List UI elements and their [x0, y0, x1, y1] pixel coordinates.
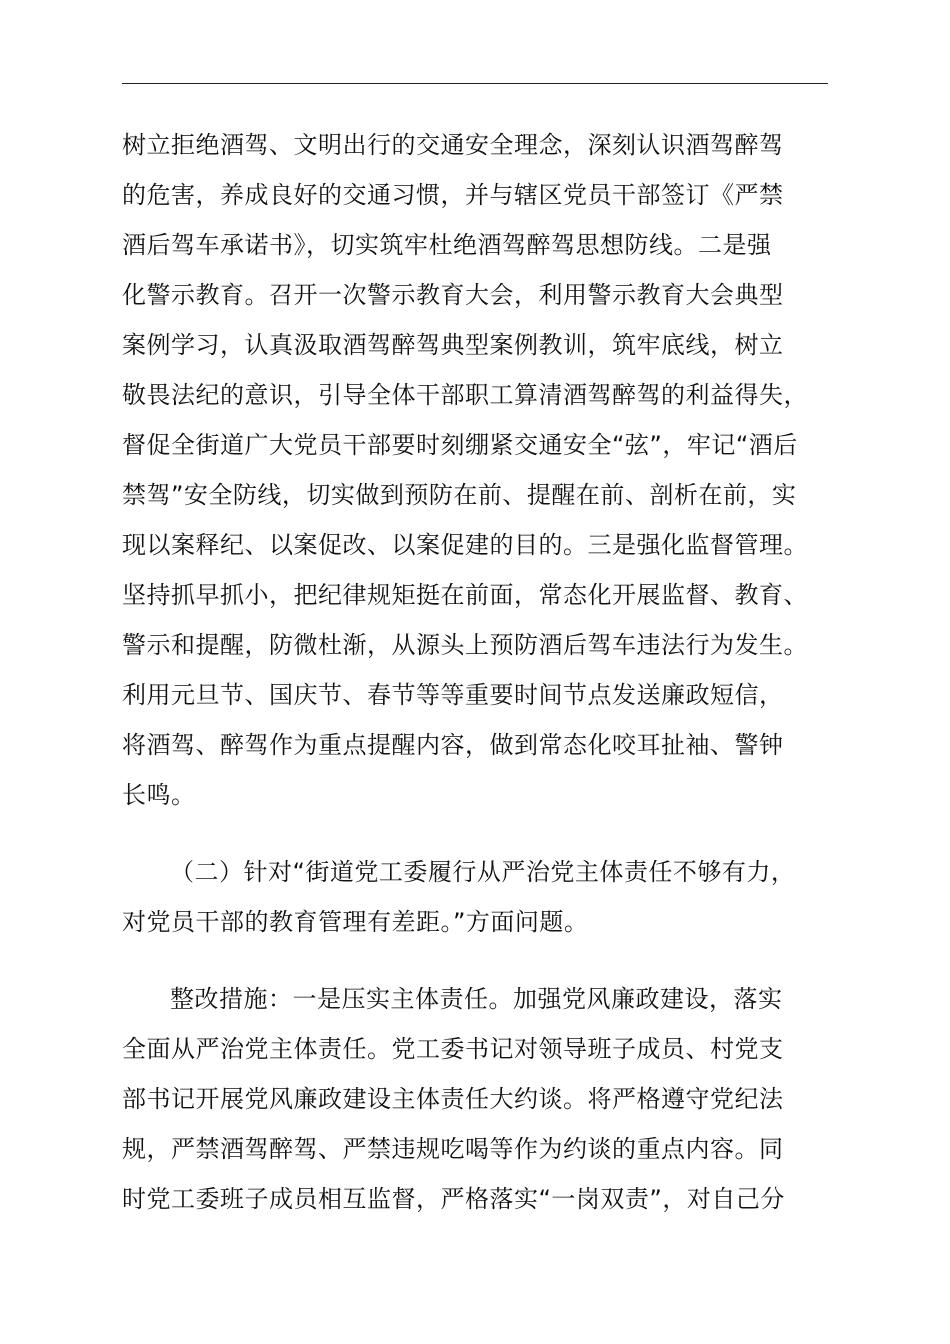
body-line: 规，严禁酒驾醉驾、严禁违规吃喝等作为约谈的重点内容。同: [122, 1135, 784, 1163]
body-line: 禁驾”安全防线，切实做到预防在前、提醒在前、剖析在前，实: [122, 481, 797, 509]
body-line: 案例学习，认真汲取酒驾醉驾典型案例教训，筑牢底线，树立: [122, 331, 784, 359]
body-line: 敬畏法纪的意识，引导全体干部职工算清酒驾醉驾的利益得失，: [122, 381, 808, 409]
body-line: 部书记开展党风廉政建设主体责任大约谈。将严格遵守党纪法: [122, 1085, 784, 1113]
section-heading-line: （二）针对“街道党工委履行从严治党主体责任不够有力，: [170, 858, 796, 886]
body-line: 现以案释纪、以案促改、以案促建的目的。三是强化监督管理。: [122, 531, 808, 559]
body-line: 时党工委班子成员相互监督，严格落实“一岗双责”，对自己分: [122, 1185, 785, 1213]
body-line: 树立拒绝酒驾、文明出行的交通安全理念，深刻认识酒驾醉驾: [122, 131, 784, 159]
body-line: 长鸣。: [122, 781, 196, 809]
section-heading-line: 对党员干部的教育管理有差距。”方面问题。: [122, 908, 589, 936]
body-line: 的危害，养成良好的交通习惯，并与辖区党员干部签订《严禁: [122, 181, 784, 209]
body-line: 督促全街道广大党员干部要时刻绷紧交通安全“弦”，牢记“酒后: [122, 431, 798, 459]
body-line: 利用元旦节、国庆节、春节等等重要时间节点发送廉政短信，: [122, 681, 784, 709]
body-line: 全面从严治党主体责任。党工委书记对领导班子成员、村党支: [122, 1035, 784, 1063]
header-rule: [122, 83, 828, 84]
body-line: 酒后驾车承诺书》，切实筑牢杜绝酒驾醉驾思想防线。二是强: [122, 231, 772, 259]
body-line: 整改措施：一是压实主体责任。加强党风廉政建设，落实: [170, 985, 783, 1013]
body-line: 化警示教育。召开一次警示教育大会，利用警示教育大会典型: [122, 281, 784, 309]
body-line: 警示和提醒，防微杜渐，从源头上预防酒后驾车违法行为发生。: [122, 631, 808, 659]
body-line: 将酒驾、醉驾作为重点提醒内容，做到常态化咬耳扯袖、警钟: [122, 731, 784, 759]
body-line: 坚持抓早抓小，把纪律规矩挺在前面，常态化开展监督、教育、: [122, 581, 808, 609]
